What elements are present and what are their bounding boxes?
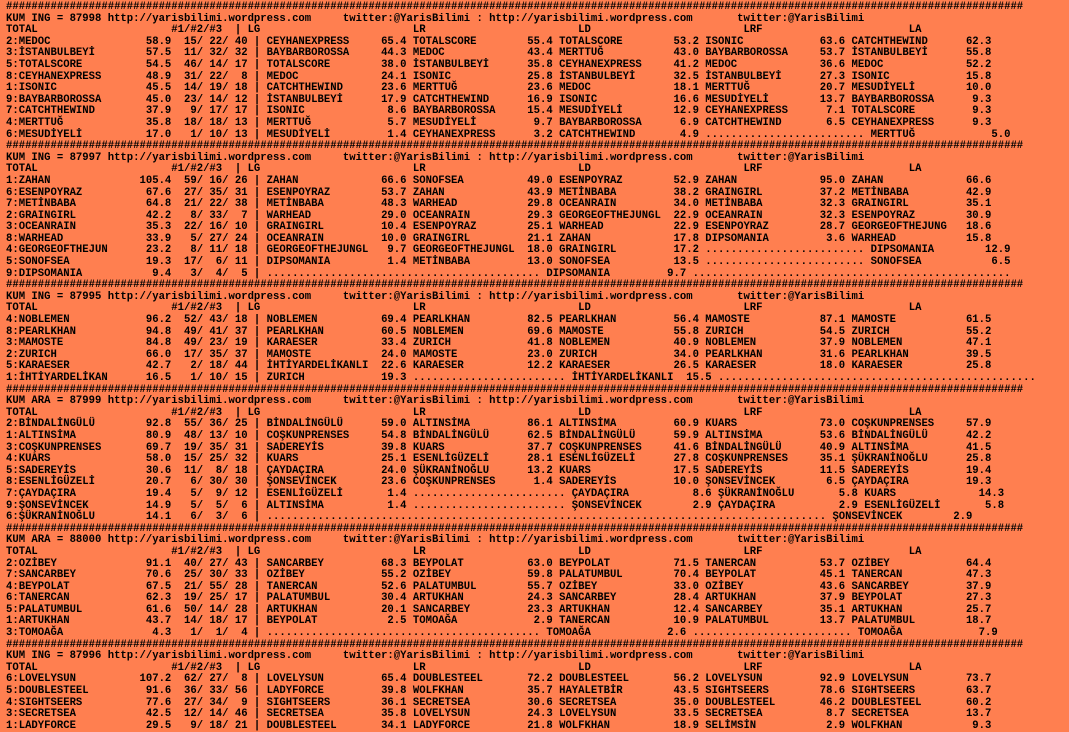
- separator-line: ################################################################################################################################################################: [6, 279, 1024, 292]
- separator-line: ################################################################################################################################################################: [6, 383, 1024, 396]
- report-line: 6:ESENPOYRAZ 67.6 27/ 35/ 31 | ESENPOYRAZ 53.7 ZAHAN 43.9 METİNBABA 38.2 GRAINGIRL 37.2 METİNBABA 42.9: [6, 186, 992, 199]
- report-line: KUM ING = 87998 http://yarisbilimi.wordpress.com twitter:@YarisBilimi : http://yarisbilimi.wordpress.com twitter:@YarisBilimi: [6, 12, 865, 25]
- report-line: 4:NOBLEMEN 96.2 52/ 43/ 18 | NOBLEMEN 69.4 PEARLKHAN 82.5 PEARLKHAN 56.4 MAMOSTE 87.1 MAMOSTE 61.5: [6, 314, 992, 327]
- report-line: KUM ARA = 88000 http://yarisbilimi.wordpress.com twitter:@YarisBilimi : http://yarisbilimi.wordpress.com twitter:@YarisBilimi: [6, 534, 865, 547]
- report-line: 1:ARTUKHAN 43.7 14/ 18/ 17 | BEYPOLAT 2.5 TOMOAĞA 2.9 TANERCAN 10.9 PALATUMBUL 13.7 PALATUMBUL 18.7: [6, 615, 992, 628]
- separator-line: ################################################################################################################################################################: [6, 1, 1024, 13]
- report-line: 5:SONOFSEA 19.3 17/ 6/ 11 | DIPSOMANIA 1.4 METİNBABA 13.0 SONOFSEA 13.5 ......................... SONOFSEA 6.5: [6, 256, 1011, 269]
- report-line: 4:BEYPOLAT 67.5 21/ 55/ 28 | TANERCAN 52.6 PALATUMBUL 55.7 OZİBEY 33.0 OZİBEY 43.6 SANCARBEY 37.9: [6, 580, 992, 593]
- report-line: 3:TOMOAĞA 4.3 1/ 1/ 4 | ........................................... TOMOAĞA 2.6 ......................... TOMOAĞA 7.9: [6, 627, 998, 640]
- report-line: 4:MERTTUĞ 35.8 18/ 18/ 13 | MERTTUĞ 5.7 MESUDİYELİ 9.7 BAYBARBOROSSA 6.9 CATCHTHEWIND 6.5 CEYHANEXPRESS 9.3: [6, 116, 992, 129]
- report-line: 1:LADYFORCE 29.5 9/ 18/ 21 | DOUBLESTEEL 34.1 LADYFORCE 21.8 WOLFKHAN 18.9 SELİMSİN 2.9 WOLFKHAN 9.3: [6, 719, 992, 732]
- report-line: 6:ŞÜKRANİNOĞLU 14.1 6/ 3/ 6 | ........................................................................................ ŞONSEVİNCEK 2.9: [6, 511, 973, 524]
- report-line: 8:PEARLKHAN 94.8 49/ 41/ 37 | PEARLKHAN 60.5 NOBLEMEN 69.6 MAMOSTE 55.8 ZURICH 54.5 ZURICH 55.2: [6, 325, 992, 338]
- report-line: 8:WARHEAD 33.9 5/ 27/ 24 | OCEANRAIN 10.0 GRAINGIRL 21.1 ZAHAN 17.8 DIPSOMANIA 3.6 WARHEAD 15.8: [6, 232, 992, 245]
- report-line: KUM ING = 87995 http://yarisbilimi.wordpress.com twitter:@YarisBilimi : http://yarisbilimi.wordpress.com twitter:@YarisBilimi: [6, 290, 865, 303]
- report-line: 2:ZURICH 66.0 17/ 35/ 37 | MAMOSTE 24.0 MAMOSTE 23.0 ZURICH 34.0 PEARLKHAN 31.6 PEARLKHAN 39.5: [6, 348, 992, 361]
- report-line: 7:CATCHTHEWIND 37.9 9/ 17/ 17 | ISONIC 8.6 BAYBARBOROSSA 15.4 MESUDİYELİ 12.9 CEYHANEXPRESS 7.1 TOTALSCORE 9.3: [6, 105, 992, 118]
- report-line: 3:COŞKUNPRENSES 69.7 19/ 35/ 31 | SADEREYİS 39.8 KUARS 37.7 COŞKUNPRENSES 41.6 BİNDALİNGÜLÜ 40.9 ALTINSİMA 41.5: [6, 441, 992, 454]
- report-line: 2:OZİBEY 91.1 40/ 27/ 43 | SANCARBEY 68.3 BEYPOLAT 63.0 BEYPOLAT 71.5 TANERCAN 53.7 OZİBEY 64.4: [6, 557, 992, 570]
- report-line: 4:KUARS 58.0 15/ 25/ 32 | KUARS 25.1 ESENLİGÜZELİ 28.1 ESENLİGÜZELİ 27.8 COŞKUNPRENSES 35.1 ŞÜKRANİNOĞLU 25.8: [6, 453, 992, 466]
- separator-line: ################################################################################################################################################################: [6, 140, 1024, 153]
- report-line: 3:MAMOSTE 84.8 49/ 23/ 19 | KARAESER 33.4 ZURICH 41.8 NOBLEMEN 40.9 NOBLEMEN 37.9 NOBLEMEN 47.1: [6, 337, 992, 350]
- report-line: 1:İHTİYARDELİKAN 16.5 1/ 10/ 15 | ZURICH 19.3 ........................ İHTİYARDELİKANLI 15.5 ..................................................: [6, 372, 1036, 384]
- report-line: 3:İSTANBULBEYİ 57.5 11/ 32/ 32 | BAYBARBOROSSA 44.3 MEDOC 43.4 MERTTUĞ 43.0 BAYBARBOROSSA 53.7 İSTANBULBEYİ 55.8: [6, 47, 992, 60]
- report-line: 9:DIPSOMANIA 9.4 3/ 4/ 5 | ........................................... DIPSOMANIA 9.7 ..................................................: [6, 267, 1011, 280]
- report-line: 3:OCEANRAIN 35.3 22/ 16/ 10 | GRAINGIRL 10.4 ESENPOYRAZ 25.1 WARHEAD 22.9 ESENPOYRAZ 28.7 GEORGEOFTHEJUNG 18.6: [6, 221, 992, 234]
- report-line: 1:ALTINSİMA 80.9 48/ 13/ 10 | COŞKUNPRENSES 54.8 BİNDALİNGÜLÜ 62.5 BİNDALİNGÜLÜ 59.9 ALTINSİMA 53.6 BİNDALİNGÜLÜ 42.2: [6, 429, 992, 442]
- report-line: 8:ESENLİGÜZELİ 20.7 6/ 30/ 30 | ŞONSEVİNCEK 23.6 COŞKUNPRENSES 1.4 SADEREYİS 10.0 ŞONSEVİNCEK 6.5 ÇAYDAÇIRA 19.3: [6, 476, 992, 489]
- separator-line: ################################################################################################################################################################: [6, 522, 1024, 535]
- report-line: 2:MEDOC 58.9 15/ 22/ 40 | CEYHANEXPRESS 65.4 TOTALSCORE 55.4 TOTALSCORE 53.2 ISONIC 63.6 CATCHTHEWIND 62.3: [6, 35, 992, 48]
- report-line: 3:SECRETSEA 42.5 12/ 14/ 46 | SECRETSEA 35.8 LOVELYSUN 24.3 LOVELYSUN 33.5 SECRETSEA 8.7 SECRETSEA 13.7: [6, 708, 992, 721]
- report-line: 6:MESUDİYELİ 17.0 1/ 10/ 13 | MESUDİYELİ 1.4 CEYHANEXPRESS 3.2 CATCHTHEWIND 4.9 ......................... MERTTUĞ 5.0: [6, 128, 1011, 141]
- report-line: 9:BAYBARBOROSSA 45.0 23/ 14/ 12 | İSTANBULBEYİ 17.9 CATCHTHEWIND 16.9 ISONIC 16.6 MESUDİYELİ 13.7 BAYBARBOROSSA 9.3: [6, 93, 992, 106]
- report-line: 6:TANERCAN 62.3 19/ 25/ 17 | PALATUMBUL 30.4 ARTUKHAN 24.3 SANCARBEY 28.4 ARTUKHAN 37.9 BEYPOLAT 27.3: [6, 592, 992, 605]
- report-line: TOTAL #1/#2/#3 | LG LR LD LRF LA: [6, 406, 922, 419]
- report-line: TOTAL #1/#2/#3 | LG LR LD LRF LA: [6, 661, 922, 674]
- report-line: KUM ING = 87997 http://yarisbilimi.wordpress.com twitter:@YarisBilimi : http://yarisbilimi.wordpress.com twitter:@YarisBilimi: [6, 151, 865, 164]
- separator-line: ################################################################################################################################################################: [6, 638, 1024, 651]
- report-line: TOTAL #1/#2/#3 | LG LR LD LRF LA: [6, 163, 922, 176]
- report-line: 2:BİNDALİNGÜLÜ 92.8 55/ 36/ 25 | BİNDALİNGÜLÜ 59.0 ALTINSİMA 86.1 ALTINSİMA 60.9 KUARS 73.0 COŞKUNPRENSES 57.9: [6, 418, 992, 431]
- report-line: TOTAL #1/#2/#3 | LG LR LD LRF LA: [6, 545, 922, 558]
- report-line: 7:SANCARBEY 70.6 25/ 30/ 33 | OZİBEY 55.2 OZİBEY 59.8 PALATUMBUL 70.4 BEYPOLAT 45.1 TANERCAN 47.3: [6, 569, 992, 582]
- report-line: 1:ISONIC 45.5 14/ 19/ 18 | CATCHTHEWIND 23.6 MERTTUĞ 23.6 MEDOC 18.1 MERTTUĞ 20.7 MESUDİYELİ 10.0: [6, 82, 992, 95]
- report-line: 9:ŞONSEVİNCEK 14.9 5/ 5/ 6 | ALTINSİMA 1.4 ........................ ŞONSEVİNCEK 2.9 ÇAYDAÇIRA 2.9 ESENLİGÜZELİ 5.8: [6, 499, 1005, 512]
- report-line: 5:SADEREYİS 30.6 11/ 8/ 18 | ÇAYDAÇIRA 24.0 ŞÜKRANİNOĞLU 13.2 KUARS 17.5 SADEREYİS 11.5 SADEREYİS 19.4: [6, 464, 992, 477]
- report-line: 5:DOUBLESTEEL 91.6 36/ 33/ 56 | LADYFORCE 39.8 WOLFKHAN 35.7 HAYALETBİR 43.5 SIGHTSEERS 78.6 SIGHTSEERS 63.7: [6, 685, 992, 698]
- report-line: 6:LOVELYSUN 107.2 62/ 27/ 8 | LOVELYSUN 65.4 DOUBLESTEEL 72.2 DOUBLESTEEL 56.2 LOVELYSUN 92.9 LOVELYSUN 73.7: [6, 673, 992, 686]
- report-line: 5:PALATUMBUL 61.6 50/ 14/ 28 | ARTUKHAN 20.1 SANCARBEY 23.3 ARTUKHAN 12.4 SANCARBEY 35.1 ARTUKHAN 25.7: [6, 603, 992, 616]
- report-line: 2:GRAINGIRL 42.2 8/ 33/ 7 | WARHEAD 29.0 OCEANRAIN 29.3 GEORGEOFTHEJUNGL 22.9 OCEANRAIN 32.3 ESENPOYRAZ 30.9: [6, 209, 992, 222]
- report-line: TOTAL #1/#2/#3 | LG LR LD LRF LA: [6, 302, 922, 315]
- report-line: TOTAL #1/#2/#3 | LG LR LD LRF LA: [6, 24, 922, 37]
- report-line: KUM ING = 87996 http://yarisbilimi.wordpress.com twitter:@YarisBilimi : http://yarisbilimi.wordpress.com twitter:@YarisBilimi: [6, 650, 865, 663]
- report-line: 5:TOTALSCORE 54.5 46/ 14/ 17 | TOTALSCORE 38.0 İSTANBULBEYİ 35.8 CEYHANEXPRESS 41.2 MEDOC 36.6 MEDOC 52.2: [6, 58, 992, 71]
- report-line: 8:CEYHANEXPRESS 48.9 31/ 22/ 8 | MEDOC 24.1 ISONIC 25.8 İSTANBULBEYİ 32.5 İSTANBULBEYİ 27.3 ISONIC 15.8: [6, 70, 992, 83]
- report-line: 7:ÇAYDAÇIRA 19.4 5/ 9/ 12 | ESENLİGÜZELİ 1.4 ........................ ÇAYDAÇIRA 8.6 ŞÜKRANİNOĞLU 5.8 KUARS 14.3: [6, 487, 1005, 500]
- report-line: 4:SIGHTSEERS 77.6 27/ 34/ 9 | SIGHTSEERS 36.1 SECRETSEA 30.6 SECRETSEA 35.0 DOUBLESTEEL 46.2 DOUBLESTEEL 60.2: [6, 696, 992, 709]
- report-line: 1:ZAHAN 105.4 59/ 16/ 26 | ZAHAN 66.6 SONOFSEA 49.0 ESENPOYRAZ 52.9 ZAHAN 95.0 ZAHAN 66.6: [6, 174, 992, 187]
- report-line: 4:GEORGEOFTHEJUN 23.2 8/ 11/ 18 | GEORGEOFTHEJUNGL 9.7 GEORGEOFTHEJUNGL 18.0 GRAINGIRL 17.2 ......................... DIPSOMANIA 12.9: [6, 244, 1011, 257]
- report-line: 7:METİNBABA 64.8 21/ 22/ 38 | METİNBABA 48.3 WARHEAD 29.8 OCEANRAIN 34.0 METİNBABA 32.3 GRAINGIRL 35.1: [6, 198, 992, 211]
- report-line: 5:KARAESER 42.7 2/ 18/ 44 | İHTİYARDELİKANLI 22.6 KARAESER 12.2 KARAESER 26.5 KARAESER 18.0 KARAESER 25.8: [6, 360, 992, 373]
- report-line: KUM ARA = 87999 http://yarisbilimi.wordpress.com twitter:@YarisBilimi : http://yarisbilimi.wordpress.com twitter:@YarisBilimi: [6, 395, 865, 408]
